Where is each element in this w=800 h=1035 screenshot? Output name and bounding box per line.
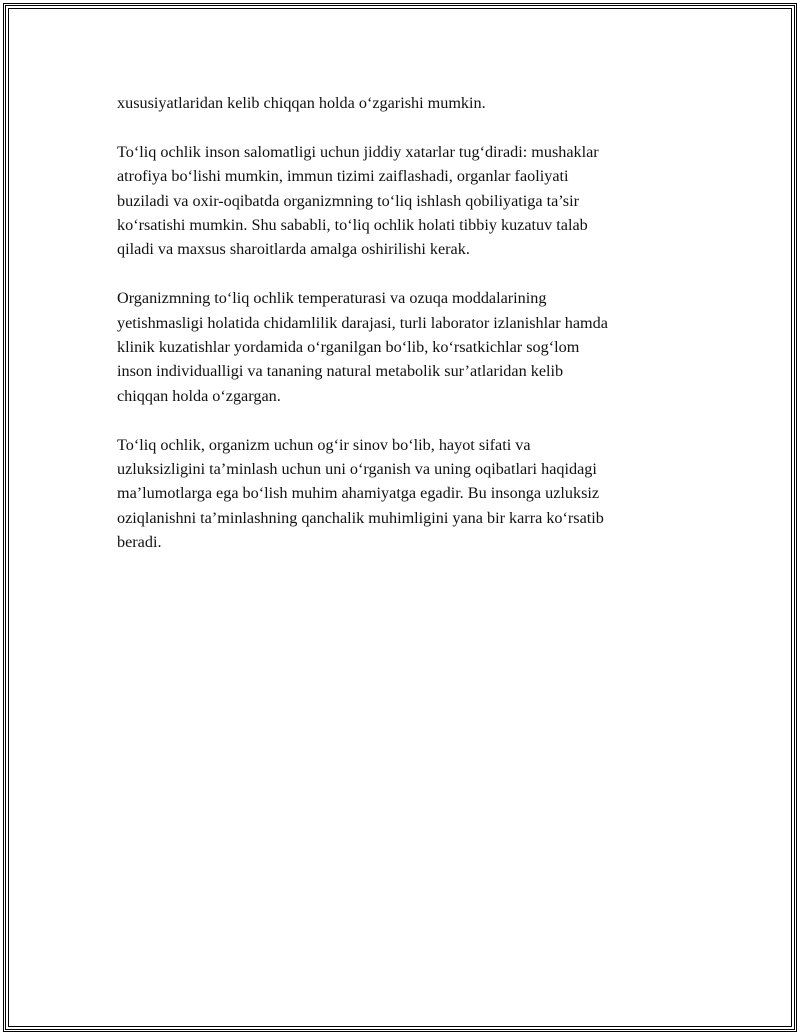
document-body <box>117 91 683 579</box>
paragraph-2: To‘liq ochlik inson salomatligi uchun jiddiy xatarlar tug‘diradi: mushaklar atrofiya bo‘lishi mumkin, immun tizimi zaiflashadi, organlar faoliyati buziladi va oxir-oqibatda organizmning to‘liq ishlash qobiliyatiga ta’sir ko‘rsatishi mumkin. Shu sababli, to‘liq ochlik holati tibbiy kuzatuv talab qiladi va maxsus sharoitlarda amalga oshirilishi kerak. <box>117 142 599 259</box>
paragraph-4: To‘liq ochlik, organizm uchun og‘ir sinov bo‘lib, hayot sifati va uzluksizligini ta’minlash uchun uni o‘rganish va uning oqibatlari haqidagi ma’lumotlarga ega bo‘lish muhim ahamiyatga egadir. Bu insonga uzluksiz oziqlanishni ta’minlashning qanchalik muhimligini yana bir karra ko‘rsatib beradi. <box>117 435 604 552</box>
paragraph-1: xususiyatlaridan kelib chiqqan holda o‘zgarishi mumkin. <box>117 94 486 112</box>
paragraph-3: Organizmning to‘liq ochlik temperaturasi va ozuqa moddalarining yetishmasligi holatida chidamlilik darajasi, turli laborator izlanishlar hamda klinik kuzatishlar yordamida o‘rganilgan bo‘lib, ko‘rsatkichlar sog‘lom inson individualligi va tananing natural metabolik sur’atlaridan kelib chiqqan holda o‘zgargan. <box>117 289 608 405</box>
